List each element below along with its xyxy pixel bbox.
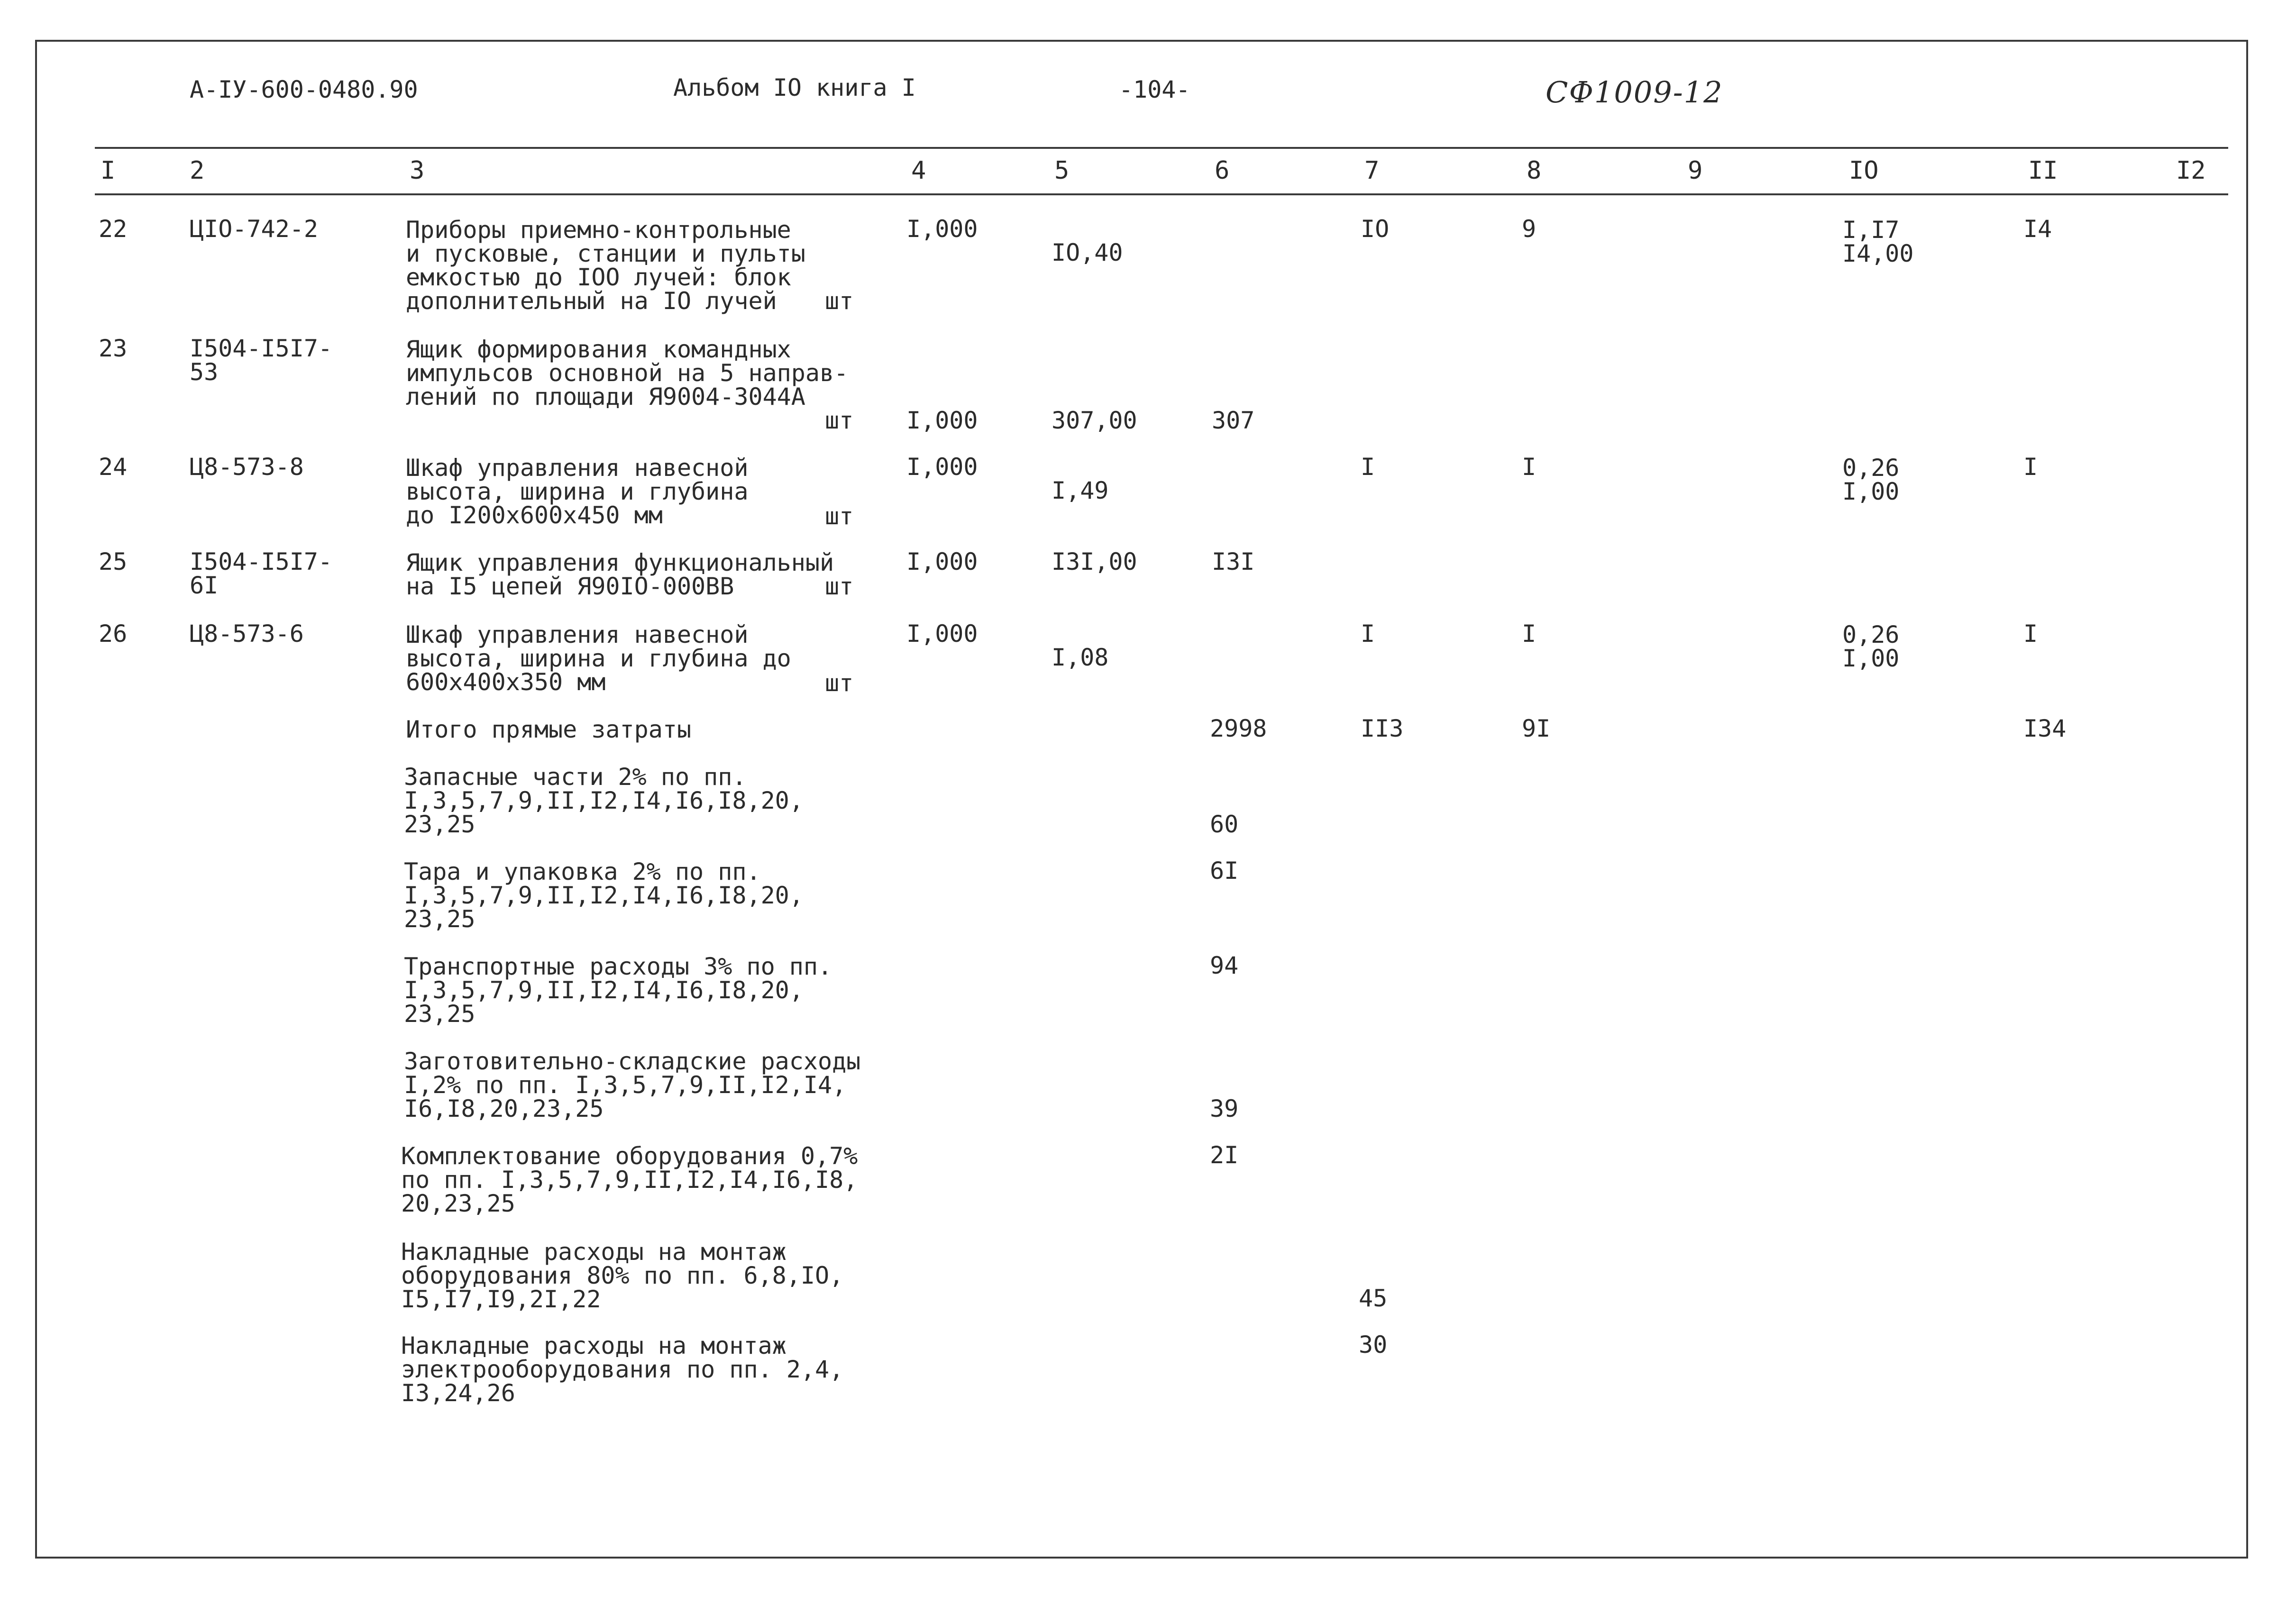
- row-25-price: I3I,00: [1052, 548, 1137, 575]
- row-22-num: 22: [99, 215, 128, 243]
- row-26-desc: Шкаф управления навесной высота, ширина и глубина до 600х400х350 мм: [406, 621, 791, 696]
- row-23-total: 307: [1212, 407, 1255, 434]
- row-22-c8: 9: [1522, 215, 1537, 243]
- summary-spare-parts-label: Запасные части 2% по пп. I,3,5,7,9,II,I2,I4,I6,I8,20, 23,25: [404, 763, 804, 838]
- col-header-8: 8: [1527, 156, 1542, 185]
- row-26-price: I,08: [1052, 644, 1109, 671]
- col-header-5: 5: [1054, 156, 1070, 185]
- summary-overhead-electrical-c7: 30: [1359, 1331, 1388, 1359]
- summary-overhead-electrical-label: Накладные расходы на монтаж электрооборудования по пп. 2,4, I3,24,26: [401, 1332, 844, 1407]
- row-25-qty: I,000: [906, 548, 978, 575]
- summary-procurement-c6: 39: [1210, 1095, 1239, 1122]
- row-22-c10: I,I7 I4,00: [1842, 216, 1914, 267]
- summary-procurement-label: Заготовительно-складские расходы I,2% по пп. I,3,5,7,9,II,I2,I4, I6,I8,20,23,25: [404, 1048, 861, 1122]
- row-24-c11: I: [2023, 453, 2038, 481]
- row-22-desc: Приборы приемно-контрольные и пусковые, станции и пульты емкостью до IОО лучей: блок дополнительный на IО лучей: [406, 216, 805, 315]
- row-24-qty: I,000: [906, 453, 978, 481]
- header-rule-bottom: [95, 193, 2228, 195]
- summary-transport-c6: 94: [1210, 952, 1239, 979]
- row-23-unit: шт: [825, 407, 854, 434]
- header-rule-top: [95, 147, 2228, 149]
- col-header-7: 7: [1364, 156, 1380, 185]
- row-26-c8: I: [1522, 620, 1537, 647]
- sheet-code: СФ1009-12: [1546, 75, 1723, 109]
- summary-direct-costs-label: Итого прямые затраты: [406, 716, 692, 743]
- row-24-code: Ц8-573-8: [190, 453, 304, 481]
- row-22-unit: шт: [825, 287, 854, 315]
- row-23-price: 307,00: [1052, 407, 1137, 434]
- row-25-unit: шт: [825, 573, 854, 600]
- summary-spare-parts-c6: 60: [1210, 811, 1239, 838]
- row-24-c10: 0,26 I,00: [1842, 454, 1900, 505]
- row-26-qty: I,000: [906, 620, 978, 647]
- col-header-11: II: [2028, 156, 2058, 185]
- summary-packaging-label: Тара и упаковка 2% по пп. I,3,5,7,9,II,I2,I4,I6,I8,20, 23,25: [404, 858, 804, 933]
- row-26-c10: 0,26 I,00: [1842, 621, 1900, 672]
- doc-code: А-IУ-600-0480.90: [190, 76, 418, 103]
- summary-direct-costs-c6: 2998: [1210, 715, 1267, 742]
- row-23-desc: Ящик формирования командных импульсов основной на 5 направ- лений по площади Я9004-3044А: [406, 336, 849, 410]
- col-header-2: 2: [190, 156, 205, 185]
- summary-direct-costs-c7: II3: [1361, 715, 1404, 742]
- row-22-code: ЦIО-742-2: [190, 215, 318, 243]
- row-24-desc: Шкаф управления навесной высота, ширина и глубина до I200х600х450 мм: [406, 454, 749, 529]
- summary-direct-costs-c11: I34: [2023, 715, 2067, 742]
- col-header-4: 4: [911, 156, 926, 185]
- col-header-6: 6: [1215, 156, 1230, 185]
- col-header-3: 3: [410, 156, 425, 185]
- row-25-desc: Ящик управления функциональный на I5 цепей Я90IО-000ВВ: [406, 549, 834, 600]
- row-24-c7: I: [1361, 453, 1375, 481]
- col-header-9: 9: [1688, 156, 1703, 185]
- summary-overhead-equipment-label: Накладные расходы на монтаж оборудования 80% по пп. 6,8,IО, I5,I7,I9,2I,22: [401, 1238, 844, 1313]
- col-header-1: I: [101, 156, 116, 185]
- summary-completion-label: Комплектование оборудования 0,7% по пп. I,3,5,7,9,II,I2,I4,I6,I8, 20,23,25: [401, 1142, 858, 1217]
- page-number: -104-: [1119, 76, 1190, 103]
- row-24-c8: I: [1522, 453, 1537, 481]
- row-23-qty: I,000: [906, 407, 978, 434]
- page-frame: [35, 40, 2248, 1559]
- row-22-qty: I,000: [906, 215, 978, 243]
- row-23-num: 23: [99, 335, 128, 362]
- row-24-num: 24: [99, 453, 128, 481]
- summary-packaging-c6: 6I: [1210, 857, 1239, 884]
- row-24-price: I,49: [1052, 477, 1109, 504]
- summary-direct-costs-c8: 9I: [1522, 715, 1551, 742]
- row-22-c7: IО: [1361, 215, 1390, 243]
- summary-completion-c6: 2I: [1210, 1141, 1239, 1169]
- row-26-num: 26: [99, 620, 128, 647]
- row-26-c7: I: [1361, 620, 1375, 647]
- row-24-unit: шт: [825, 502, 854, 530]
- row-25-num: 25: [99, 548, 128, 575]
- row-26-unit: шт: [825, 669, 854, 697]
- col-header-12: I2: [2176, 156, 2206, 185]
- album-label: Альбом IО книга I: [673, 74, 916, 101]
- row-22-c11: I4: [2023, 215, 2052, 243]
- summary-overhead-equipment-c7: 45: [1359, 1285, 1388, 1312]
- row-23-code: I504-I5I7- 53: [190, 335, 333, 386]
- summary-transport-label: Транспортные расходы 3% по пп. I,3,5,7,9,II,I2,I4,I6,I8,20, 23,25: [404, 953, 832, 1028]
- row-22-price: IО,40: [1052, 239, 1123, 266]
- row-25-code: I504-I5I7- 6I: [190, 548, 333, 599]
- row-25-total: I3I: [1212, 548, 1255, 575]
- row-26-c11: I: [2023, 620, 2038, 647]
- row-26-code: Ц8-573-6: [190, 620, 304, 647]
- col-header-10: IО: [1849, 156, 1879, 185]
